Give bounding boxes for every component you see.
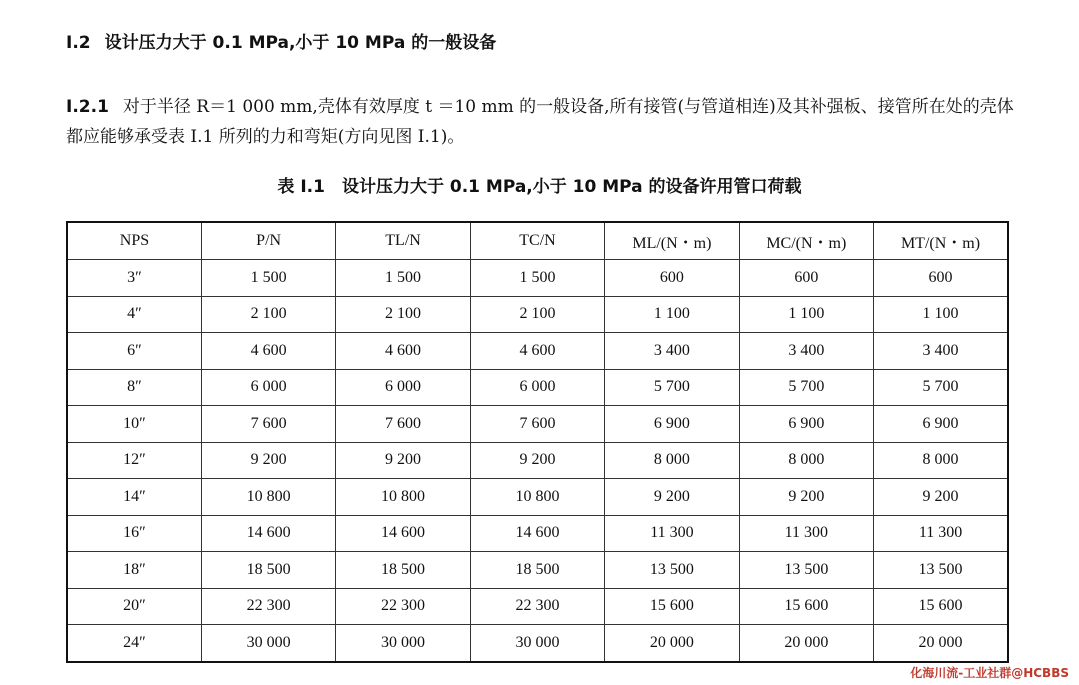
table-row xyxy=(67,515,1008,552)
header-cell: P/N xyxy=(201,222,335,260)
header-cell: ML/(N・m) xyxy=(605,222,739,260)
table-cell: 10 800 xyxy=(336,479,470,516)
table-cell: 1 500 xyxy=(470,260,604,297)
section-number: I.2 xyxy=(66,33,91,53)
table-cell: 1 500 xyxy=(201,260,335,297)
table-row xyxy=(67,406,1008,443)
table-cell: 5 700 xyxy=(605,369,739,406)
table-cell: 7 600 xyxy=(201,406,335,443)
table-row xyxy=(67,625,1008,662)
table-cell: 12″ xyxy=(67,442,201,479)
table-cell: 14 600 xyxy=(470,515,604,552)
load-table xyxy=(66,221,1009,663)
table-cell: 8 000 xyxy=(739,442,873,479)
table-cell: 600 xyxy=(874,260,1008,297)
table-cell: 9 200 xyxy=(739,479,873,516)
header-cell: TL/N xyxy=(336,222,470,260)
table-cell: 6 900 xyxy=(605,406,739,443)
table-cell: 6 900 xyxy=(739,406,873,443)
table-cell: 22 300 xyxy=(470,588,604,625)
table-cell: 20 000 xyxy=(739,625,873,662)
table-cell: 22 300 xyxy=(336,588,470,625)
table-cell: 18 500 xyxy=(336,552,470,589)
table-cell: 13 500 xyxy=(605,552,739,589)
table-cell: 4 600 xyxy=(470,333,604,370)
table-cell: 4 600 xyxy=(201,333,335,370)
table-row xyxy=(67,369,1008,406)
table-cell: 9 200 xyxy=(470,442,604,479)
table-cell: 30 000 xyxy=(470,625,604,662)
table-cell: 7 600 xyxy=(336,406,470,443)
table-cell: 9 200 xyxy=(874,479,1008,516)
paragraph-text: 对于半径 R＝1 000 mm,壳体有效厚度 t ＝10 mm 的一般设备,所有接管(与管道相连)及其补强板、接管所在处的壳体都应能够承受表 I.1 所列的力和弯矩(方向见图 I.1)。 xyxy=(66,97,1014,147)
table-cell: 8 000 xyxy=(605,442,739,479)
table-cell: 18 500 xyxy=(201,552,335,589)
table-cell: 4 600 xyxy=(336,333,470,370)
table-cell: 20 000 xyxy=(874,625,1008,662)
table-cell: 16″ xyxy=(67,515,201,552)
paragraph xyxy=(66,92,1016,152)
table-row xyxy=(67,333,1008,370)
table-cell: 3″ xyxy=(67,260,201,297)
table-cell: 1 100 xyxy=(739,296,873,333)
table-cell: 10 800 xyxy=(201,479,335,516)
table-cell: 10″ xyxy=(67,406,201,443)
header-cell: MT/(N・m) xyxy=(874,222,1008,260)
table-cell: 2 100 xyxy=(201,296,335,333)
section-title: 设计压力大于 0.1 MPa,小于 10 MPa 的一般设备 xyxy=(104,33,497,53)
table-cell: 3 400 xyxy=(874,333,1008,370)
table-row xyxy=(67,260,1008,297)
table-cell: 18″ xyxy=(67,552,201,589)
table-cell: 1 500 xyxy=(336,260,470,297)
table-cell: 6 900 xyxy=(874,406,1008,443)
table-row xyxy=(67,296,1008,333)
table-cell: 8″ xyxy=(67,369,201,406)
table-cell: 2 100 xyxy=(336,296,470,333)
table-cell: 18 500 xyxy=(470,552,604,589)
table-cell: 15 600 xyxy=(874,588,1008,625)
table-cell: 15 600 xyxy=(605,588,739,625)
table-cell: 3 400 xyxy=(739,333,873,370)
table-cell: 20″ xyxy=(67,588,201,625)
section-heading xyxy=(66,28,496,53)
table-cell: 22 300 xyxy=(201,588,335,625)
table-cell: 2 100 xyxy=(470,296,604,333)
table-cell: 15 600 xyxy=(739,588,873,625)
table-cell: 13 500 xyxy=(739,552,873,589)
table-cell: 10 800 xyxy=(470,479,604,516)
table-header-row xyxy=(67,222,1008,260)
table-cell: 30 000 xyxy=(336,625,470,662)
table-cell: 20 000 xyxy=(605,625,739,662)
table-row xyxy=(67,479,1008,516)
table-cell: 600 xyxy=(605,260,739,297)
table-cell: 4″ xyxy=(67,296,201,333)
table-cell: 6 000 xyxy=(470,369,604,406)
header-cell: TC/N xyxy=(470,222,604,260)
table-cell: 6″ xyxy=(67,333,201,370)
table-cell: 6 000 xyxy=(201,369,335,406)
table-cell: 9 200 xyxy=(605,479,739,516)
table-cell: 11 300 xyxy=(605,515,739,552)
table-cell: 30 000 xyxy=(201,625,335,662)
table-cell: 14″ xyxy=(67,479,201,516)
table-row xyxy=(67,588,1008,625)
table-cell: 600 xyxy=(739,260,873,297)
table-body xyxy=(67,260,1008,662)
table-row xyxy=(67,552,1008,589)
table-cell: 24″ xyxy=(67,625,201,662)
table-cell: 5 700 xyxy=(874,369,1008,406)
table-cell: 3 400 xyxy=(605,333,739,370)
table-cell: 9 200 xyxy=(201,442,335,479)
table-row xyxy=(67,442,1008,479)
table-cell: 9 200 xyxy=(336,442,470,479)
watermark: 化海川流-工业社群@HCBBS xyxy=(910,666,1069,680)
table-cell: 13 500 xyxy=(874,552,1008,589)
table-cell: 14 600 xyxy=(201,515,335,552)
table-cell: 8 000 xyxy=(874,442,1008,479)
header-cell: NPS xyxy=(67,222,201,260)
table-cell: 1 100 xyxy=(605,296,739,333)
table-caption: 表 I.1 设计压力大于 0.1 MPa,小于 10 MPa 的设备许用管口荷载 xyxy=(277,177,802,197)
table-cell: 5 700 xyxy=(739,369,873,406)
table-cell: 14 600 xyxy=(336,515,470,552)
table-cell: 7 600 xyxy=(470,406,604,443)
table-cell: 1 100 xyxy=(874,296,1008,333)
table-cell: 11 300 xyxy=(874,515,1008,552)
table-cell: 11 300 xyxy=(739,515,873,552)
table-cell: 6 000 xyxy=(336,369,470,406)
header-cell: MC/(N・m) xyxy=(739,222,873,260)
paragraph-number: I.2.1 xyxy=(66,97,109,117)
